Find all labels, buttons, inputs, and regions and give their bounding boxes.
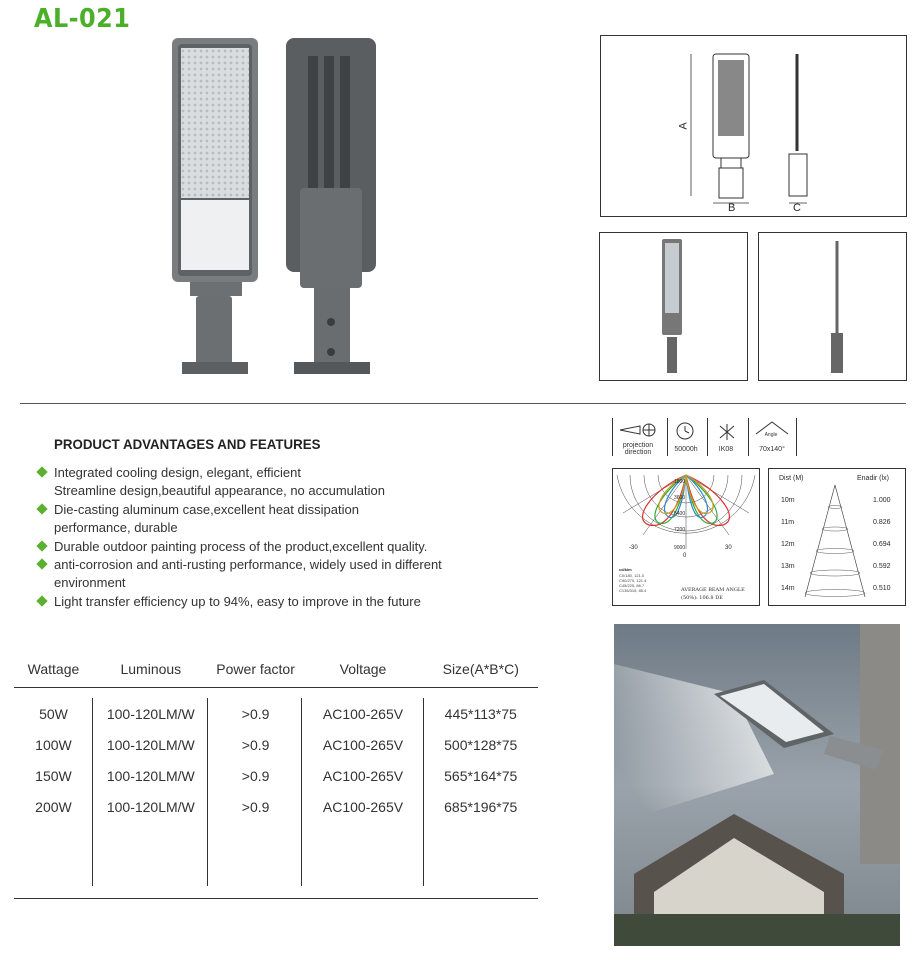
cell-voltage: AC100-265V	[322, 736, 404, 753]
dim-c-label: C	[793, 202, 801, 214]
cell-wattage: 50W	[39, 705, 68, 722]
cell-size: 565*164*75	[444, 767, 518, 784]
cell-size: 500*128*75	[444, 736, 518, 753]
install-view-side	[758, 232, 907, 381]
cell-power-factor: >0.9	[241, 736, 270, 753]
cell-luminous: 100-120LM/W	[106, 798, 195, 815]
feature-line: environment	[54, 575, 126, 590]
dist-row: 11m	[781, 519, 795, 526]
dim-a-label: A	[677, 122, 690, 130]
col-header-voltage: Voltage	[303, 651, 424, 688]
dist-header: Dist (M)	[779, 475, 804, 482]
table-divider	[301, 698, 302, 886]
feature-line: Streamline design,beautiful appearance, no accumulation	[54, 483, 385, 498]
polar-scale-5: 9000	[674, 545, 686, 551]
bullet-icon	[36, 503, 47, 514]
angle-label: 70x140°	[759, 446, 785, 453]
projection-label: projection direction	[622, 442, 654, 456]
impact-icon	[716, 422, 738, 442]
cell-luminous: 100-120LM/W	[106, 705, 195, 722]
feature-item	[38, 556, 468, 592]
feature-line: Light transfer efficiency up to 94%, easy to improve in the future	[54, 594, 421, 609]
polar-angle-right: 30	[725, 545, 732, 551]
col-header-luminous: Luminous	[93, 651, 209, 688]
feature-line: Die-casting aluminum case,excellent heat dissipation	[54, 502, 359, 517]
lamp-back-image	[284, 36, 380, 378]
feature-line: Durable outdoor painting process of the product,excellent quality.	[54, 539, 428, 554]
clock-icon	[674, 420, 696, 442]
polar-angle-left: -30	[629, 545, 638, 551]
application-photo	[614, 624, 900, 946]
install-view-front	[599, 232, 748, 381]
table-bottom-rule	[14, 898, 538, 899]
col-header-wattage: Wattage	[14, 651, 93, 688]
cell-wattage: 150W	[35, 767, 72, 784]
polar-angle-zero: 0	[683, 553, 687, 559]
feature-line: performance, durable	[54, 520, 178, 535]
polar-legend-item: C90/270, 121.4	[619, 578, 647, 583]
lux-row: 1.000	[873, 497, 891, 504]
bullet-icon	[36, 540, 47, 551]
cell-size: 685*196*75	[444, 798, 518, 815]
cell-voltage: AC100-265V	[322, 705, 404, 722]
angle-caption: Angle	[764, 432, 778, 438]
enadir-header: Enadir (lx)	[857, 475, 889, 482]
spec-icons-bar	[612, 418, 802, 460]
lux-row: 0.826	[873, 519, 891, 526]
polar-scale-4: 7200	[674, 527, 686, 533]
ik-label: IK08	[718, 446, 734, 453]
avg-beam-title: AVERAGE BEAM ANGLE	[681, 587, 745, 593]
cell-wattage: 200W	[35, 798, 72, 815]
bullet-icon	[36, 595, 47, 606]
table-divider	[423, 698, 424, 886]
cell-voltage: AC100-265V	[322, 798, 404, 815]
lamp-front-image	[168, 36, 264, 378]
col-header-size: Size(A*B*C)	[423, 651, 538, 688]
features-title: PRODUCT ADVANTAGES AND FEATURES	[54, 436, 321, 452]
polar-legend-item: C0/180, 121.0	[619, 573, 645, 578]
feature-item	[38, 538, 468, 556]
table-header-row	[14, 651, 538, 688]
lux-row: 0.510	[873, 585, 891, 592]
polar-scale-3: 5400	[674, 511, 686, 517]
bullet-icon	[36, 558, 47, 569]
section-divider	[20, 403, 906, 404]
table-divider	[207, 698, 208, 886]
cell-power-factor: >0.9	[241, 798, 270, 815]
dist-row: 14m	[781, 585, 795, 592]
feature-line: anti-corrosion and anti-rusting performance, widely used in different	[54, 557, 442, 572]
avg-beam-value: (50%): 106.8 DE	[681, 595, 723, 601]
polar-scale-2: 3600	[674, 495, 686, 501]
dist-row: 12m	[781, 541, 795, 548]
polar-scale-1: 1800	[674, 479, 686, 485]
table-divider	[92, 698, 93, 886]
polar-diagram	[612, 468, 760, 606]
feature-item	[38, 501, 468, 537]
lifetime-label: 50000h	[674, 446, 698, 453]
col-header-power-factor: Power factor	[209, 651, 303, 688]
feature-item	[38, 464, 468, 500]
polar-legend-item: C135/315, 85.4	[619, 588, 647, 593]
cell-power-factor: >0.9	[241, 767, 270, 784]
dist-row: 13m	[781, 563, 795, 570]
illuminance-diagram	[768, 468, 906, 606]
lux-row: 0.694	[873, 541, 891, 548]
polar-legend-item: C45/225, 86.7	[619, 583, 645, 588]
feature-line: Integrated cooling design, elegant, efficient	[54, 465, 301, 480]
cell-power-factor: >0.9	[241, 705, 270, 722]
projection-icon	[618, 420, 660, 440]
feature-item	[38, 593, 468, 611]
dist-row: 10m	[781, 497, 795, 504]
cell-wattage: 100W	[35, 736, 72, 753]
cell-voltage: AC100-265V	[322, 767, 404, 784]
cell-luminous: 100-120LM/W	[106, 736, 195, 753]
polar-legend	[619, 573, 646, 593]
polar-unit: cd/klm	[619, 567, 632, 572]
dimension-drawing	[600, 35, 907, 217]
cell-luminous: 100-120LM/W	[106, 767, 195, 784]
cell-size: 445*113*75	[444, 705, 517, 722]
lux-row: 0.592	[873, 563, 891, 570]
model-title: AL-021	[34, 4, 131, 34]
bullet-icon	[36, 466, 47, 477]
dim-b-label: B	[728, 202, 736, 214]
